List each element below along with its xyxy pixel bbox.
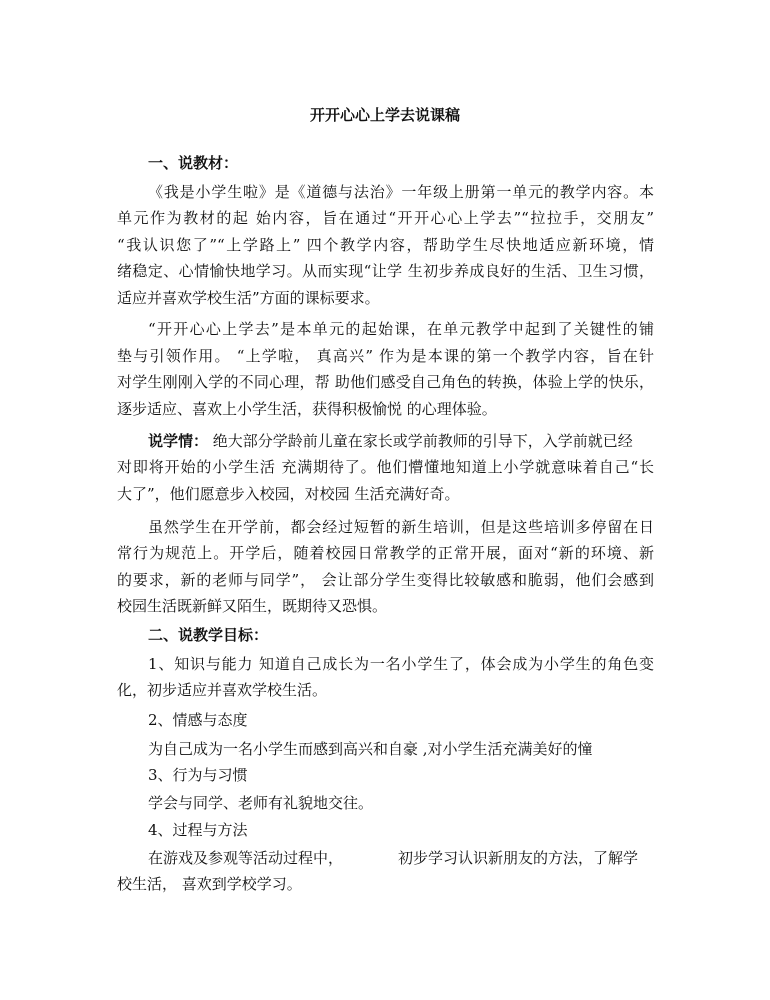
paragraph-line: 大了”，他们愿意步入校园，对校园 生活充满好奇。 bbox=[117, 485, 460, 503]
goal-heading: 3、行为与习惯 bbox=[148, 766, 248, 784]
paragraph-line: 校生活， 喜欢到学校学习。 bbox=[117, 875, 302, 893]
paragraph-line: 垫与引领作用。 “上学啦， 真高兴” 作为是本课的第一个教学内容，旨在针 bbox=[117, 347, 654, 365]
paragraph-line: 《我是小学生啦》是《道德与法治》一年级上册第一单元的教学内容。本 bbox=[148, 183, 654, 201]
learner-analysis-label: 说学情： bbox=[148, 432, 209, 450]
goal-heading: 2、情感与态度 bbox=[148, 711, 248, 729]
paragraph-line: 在游戏及参观等活动过程中， bbox=[148, 849, 344, 867]
paragraph-line: 绪稳定、心情愉快地学习。从而实现“让学 生初步养成良好的生活、卫生习惯， bbox=[117, 262, 654, 280]
paragraph-text: 绝大部分学龄前儿童在家长或学前教师的引导下，入学前就已经 bbox=[208, 432, 633, 450]
section-heading-objectives: 二、说教学目标： bbox=[148, 626, 269, 644]
paragraph-line: 逐步适应、喜欢上小学生活，获得积极愉悦 的心理体验。 bbox=[117, 400, 497, 418]
paragraph-line: 适应并喜欢学校生活”方面的课标要求。 bbox=[117, 289, 380, 307]
paragraph-line: “我认识您了”“上学路上” 四个教学内容，帮助学生尽快地适应新环境，情 bbox=[117, 236, 654, 254]
paragraph-line: 对学生刚刚入学的不同心理，帮 助他们感受自己角色的转换，体验上学的快乐， bbox=[117, 373, 654, 391]
paragraph-line bbox=[148, 428, 633, 454]
paragraph-line: 为自己成为一名小学生而感到高兴和自豪 ,对小学生活充满美好的憧 bbox=[148, 740, 593, 758]
paragraph-line: 初步学习认识新朋友的方法，了解学 bbox=[398, 849, 639, 867]
paragraph-line: “开开心心上学去”是本单元的起始课，在单元教学中起到了关键性的铺 bbox=[148, 320, 654, 338]
paragraph-line: 的要求，新的老师与同学”， 会让部分学生变得比较敏感和脆弱，他们会感到 bbox=[117, 571, 654, 589]
paragraph-line: 对即将开始的小学生活 充满期待了。他们懵懂地知道上小学就意味着自己“长 bbox=[117, 458, 654, 476]
section-heading-textbook: 一、说教材： bbox=[148, 154, 239, 172]
paragraph-line: 单元作为教材的起 始内容，旨在通过“开开心心上学去”“拉拉手，交朋友” bbox=[117, 209, 654, 227]
paragraph-line: 1、知识与能力 知道自己成长为一名小学生了，体会成为小学生的角色变 bbox=[148, 655, 654, 673]
paragraph-line: 学会与同学、老师有礼貌地交往。 bbox=[148, 794, 374, 812]
paragraph-line: 常行为规范上。开学后，随着校园日常教学的正常开展，面对“新的环境、新 bbox=[117, 544, 654, 562]
paragraph-line: 校园生活既新鲜又陌生，既期待又恐惧。 bbox=[117, 597, 388, 615]
document-title: 开开心心上学去说课稿 bbox=[309, 106, 460, 124]
paragraph-line: 化，初步适应并喜欢学校生活。 bbox=[117, 681, 328, 699]
paragraph-line: 虽然学生在开学前，都会经过短暂的新生培训，但是这些培训多停留在日 bbox=[148, 518, 654, 536]
goal-heading: 4、过程与方法 bbox=[148, 821, 248, 839]
